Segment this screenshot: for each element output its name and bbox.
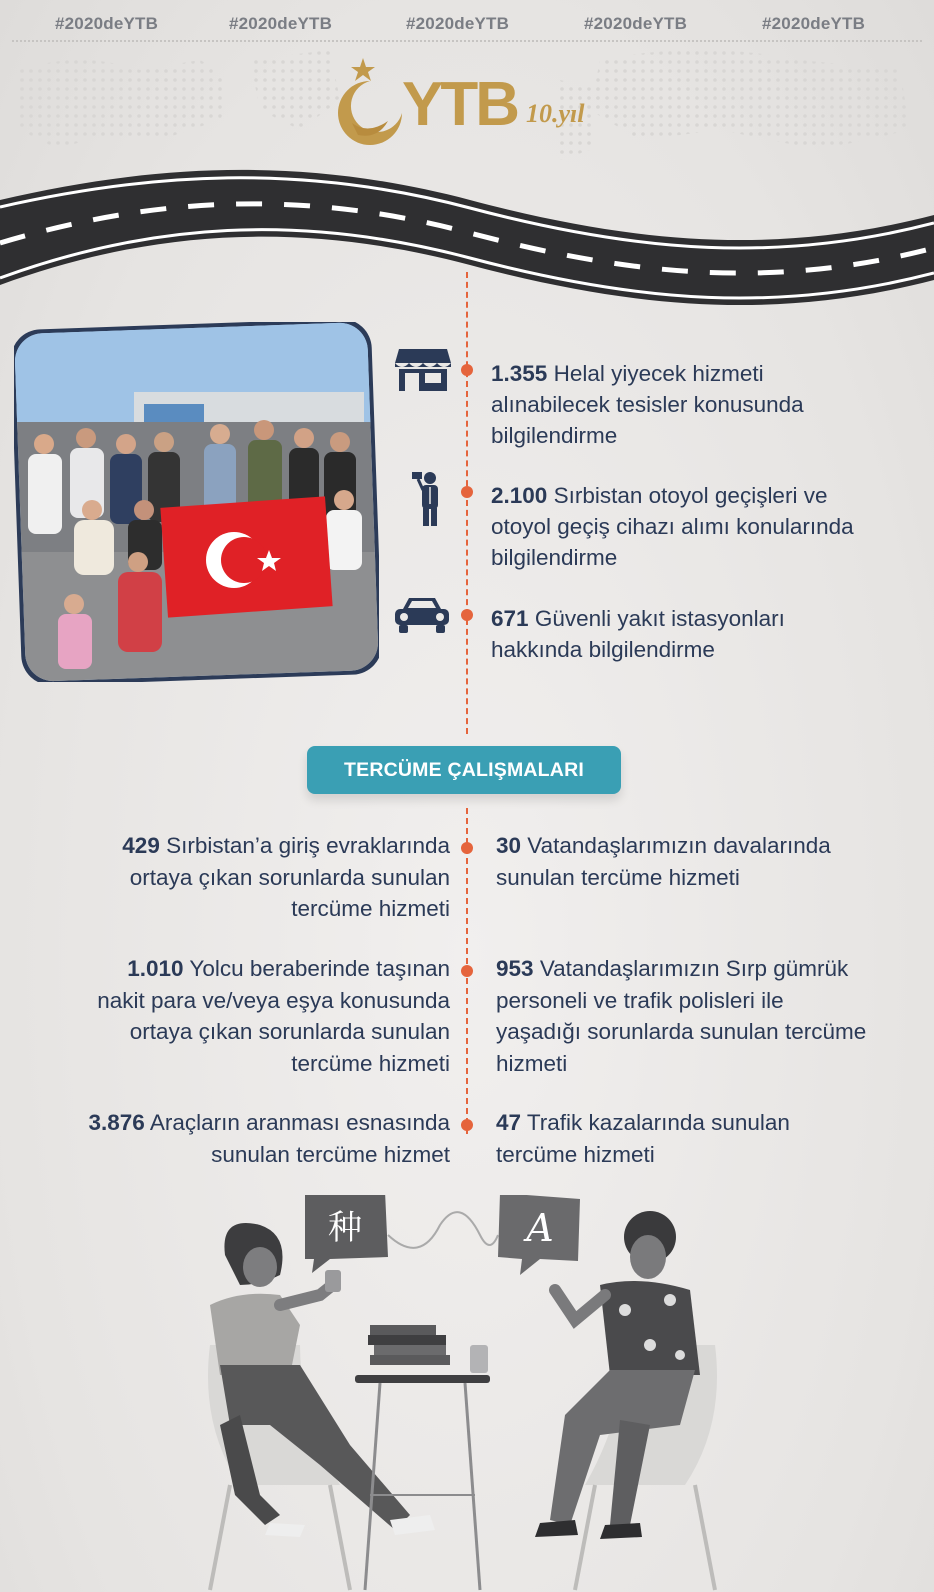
- translation-number: 1.010: [127, 956, 184, 981]
- translation-text: personeli ve trafik polisleri ile: [496, 987, 784, 1013]
- translation-text: sunulan tercüme hizmet: [211, 1141, 450, 1167]
- service-text: alınabilecek tesisler konusunda: [491, 392, 804, 417]
- translation-text: yaşadığı sorunlarda sunulan tercüme: [496, 1019, 867, 1044]
- translation-item-entry-documents: [122, 830, 450, 925]
- translation-text: Sırbistan’a giriş evraklarında: [166, 833, 450, 858]
- translation-text: tercüme hizmeti: [291, 896, 450, 921]
- service-text: bilgilendirme: [491, 423, 618, 448]
- translation-number: 953: [496, 956, 534, 981]
- logo-text: YTB: [402, 70, 517, 139]
- translation-text: ortaya çıkan sorunlarda sunulan: [129, 864, 450, 890]
- hashtag: #2020deYTB: [406, 14, 510, 33]
- translation-text: hizmeti: [496, 1050, 568, 1076]
- translation-text: Vatandaşlarımızın Sırp gümrük: [539, 956, 849, 981]
- translation-text: tercüme hizmeti: [291, 1050, 450, 1076]
- translation-text: Yolcu beraberinde taşınan: [189, 956, 450, 981]
- timeline-dot: [461, 965, 473, 977]
- service-text: Sırbistan otoyol geçişleri ve: [553, 483, 828, 508]
- service-text: bilgilendirme: [491, 545, 618, 570]
- hashtag-row: [0, 14, 934, 38]
- service-number: 671: [491, 606, 529, 631]
- store-icon: [395, 347, 451, 393]
- translation-text: Araçların aranması esnasında: [149, 1110, 450, 1135]
- hashtag: #2020deYTB: [229, 14, 333, 33]
- hashtag: #2020deYTB: [762, 14, 866, 33]
- timeline-dot: [461, 609, 473, 621]
- service-item-halal-food: [491, 358, 804, 451]
- hashtag: #2020deYTB: [55, 14, 159, 33]
- translation-item-vehicle-search: [89, 1107, 451, 1170]
- ytb-logo: [330, 55, 610, 150]
- translation-text: nakit para ve/veya eşya konusunda: [97, 987, 450, 1013]
- latin-speech-bubble: [498, 1195, 580, 1275]
- crescent-star-icon: [330, 55, 410, 150]
- service-text: Helal yiyecek hizmeti: [553, 361, 764, 386]
- translation-item-customs-police: [496, 953, 866, 1079]
- group-photo: [14, 322, 379, 682]
- bubble-left-glyph: 种: [328, 1208, 362, 1248]
- timeline-dot: [461, 1119, 473, 1131]
- translators-illustration: [180, 1195, 760, 1592]
- translation-text: Vatandaşlarımızın davalarında: [527, 833, 831, 858]
- service-item-highway: [491, 480, 854, 573]
- service-text: otoyol geçiş cihazı alımı konularında: [491, 514, 854, 539]
- bubble-right-glyph: A: [526, 1206, 554, 1250]
- dotted-divider: [12, 40, 922, 42]
- service-number: 2.100: [491, 483, 548, 508]
- translation-item-court-cases: [496, 830, 831, 893]
- translation-number: 429: [122, 833, 160, 858]
- translation-number: 3.876: [88, 1110, 145, 1135]
- hashtag: #2020deYTB: [584, 14, 688, 33]
- translation-number: 47: [496, 1110, 522, 1135]
- translation-text: Trafik kazalarında sunulan: [526, 1110, 790, 1135]
- translation-text: tercüme hizmeti: [496, 1141, 655, 1167]
- service-item-fuel-stations: [491, 603, 785, 665]
- translation-text: ortaya çıkan sorunlarda sunulan: [129, 1019, 450, 1044]
- timeline-dot: [461, 486, 473, 498]
- timeline-line: [466, 272, 468, 734]
- translation-item-cash-goods: [97, 953, 450, 1079]
- timeline-dot: [461, 842, 473, 854]
- timeline-dot: [461, 364, 473, 376]
- service-number: 1.355: [491, 361, 548, 386]
- section-title: TERCÜME ÇALIŞMALARI: [307, 746, 621, 794]
- translation-number: 30: [496, 833, 522, 858]
- logo-anniversary: 10.yıl: [526, 99, 585, 128]
- service-text: Güvenli yakıt istasyonları: [534, 606, 785, 631]
- chinese-speech-bubble: [305, 1195, 388, 1273]
- translation-item-traffic-accidents: [496, 1107, 790, 1170]
- car-icon: [393, 595, 451, 635]
- toll-officer-icon: [410, 470, 446, 526]
- translation-text: sunulan tercüme hizmeti: [496, 864, 740, 890]
- service-text: hakkında bilgilendirme: [491, 637, 715, 662]
